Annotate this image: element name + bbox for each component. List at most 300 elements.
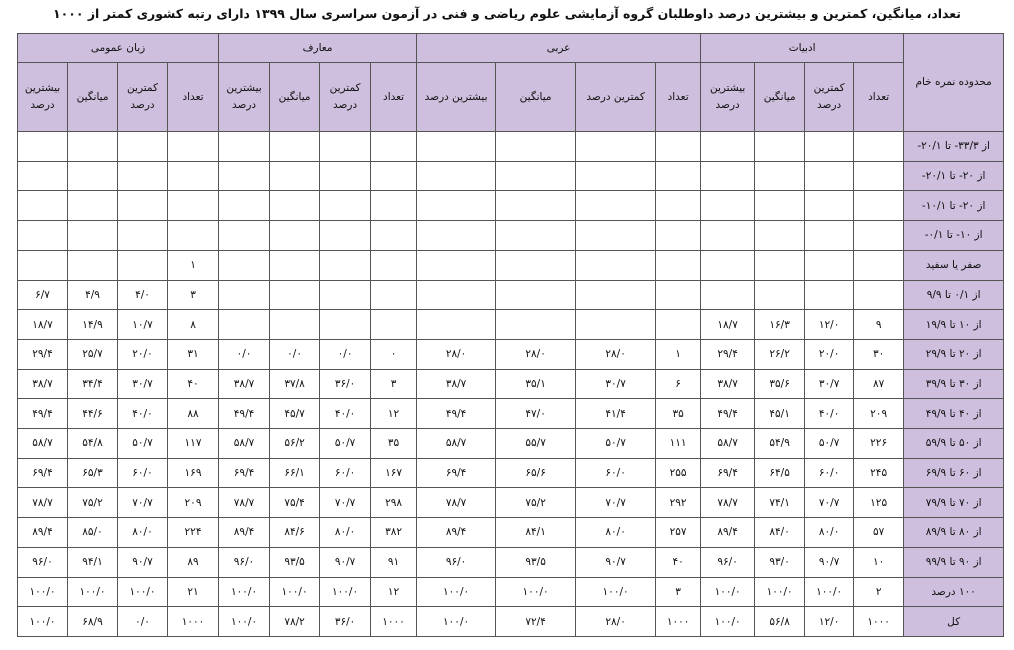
subheader-max-percent: بیشترین درصد <box>219 63 270 132</box>
table-cell: ۷۵/۲ <box>496 488 576 518</box>
table-cell <box>656 221 701 251</box>
table-cell: ۸۸ <box>168 399 219 429</box>
table-cell: ۱۰۰/۰ <box>18 577 68 607</box>
table-cell: ۳ <box>371 369 417 399</box>
row-label: از ۲۰- تا ۱۰/۱- <box>904 191 1004 221</box>
table-cell <box>18 161 68 191</box>
results-table <box>17 33 1004 637</box>
table-cell: ۴۱/۴ <box>576 399 656 429</box>
table-cell: ۷۸/۷ <box>18 488 68 518</box>
table-cell: ۴/۰ <box>118 280 168 310</box>
subheader-count: تعداد <box>168 63 219 132</box>
table-cell: ۱۰۰/۰ <box>805 577 854 607</box>
table-cell: ۶۵/۳ <box>68 458 118 488</box>
table-cell <box>576 221 656 251</box>
row-label: از ۷۰ تا ۷۹/۹ <box>904 488 1004 518</box>
table-cell: ۳۰ <box>854 339 904 369</box>
table-cell: ۴۹/۴ <box>417 399 496 429</box>
table-cell <box>270 310 320 340</box>
table-row <box>18 310 1004 340</box>
table-cell <box>371 250 417 280</box>
table-cell <box>854 221 904 251</box>
table-cell: ۸۹/۴ <box>417 518 496 548</box>
table-cell: ۱۸/۷ <box>701 310 755 340</box>
row-label: از ۸۰ تا ۸۹/۹ <box>904 518 1004 548</box>
subheader-max-percent: بیشترین درصد <box>18 63 68 132</box>
table-cell: ۳۵/۶ <box>755 369 805 399</box>
subheader-min-percent: کمترین درصد <box>320 63 371 132</box>
table-cell: ۱۰۰/۰ <box>576 577 656 607</box>
group-header-english: زبان عمومی <box>18 34 219 63</box>
table-row <box>18 250 1004 280</box>
table-cell <box>320 250 371 280</box>
table-cell <box>68 161 118 191</box>
table-cell: ۲۹/۴ <box>701 339 755 369</box>
table-cell <box>371 132 417 162</box>
table-cell: ۶۹/۴ <box>219 458 270 488</box>
table-cell <box>270 132 320 162</box>
table-cell: ۵۷ <box>854 518 904 548</box>
table-cell: ۲۵۷ <box>656 518 701 548</box>
table-cell <box>68 132 118 162</box>
table-row <box>18 132 1004 162</box>
row-label: از ۳۰ تا ۳۹/۹ <box>904 369 1004 399</box>
table-cell <box>118 250 168 280</box>
table-cell: ۵۰/۷ <box>118 429 168 459</box>
table-cell: ۱۰۰۰ <box>371 607 417 637</box>
table-cell <box>496 310 576 340</box>
table-cell <box>219 161 270 191</box>
table-cell: ۹۰/۷ <box>320 547 371 577</box>
table-cell <box>496 132 576 162</box>
table-cell: ۲۱ <box>168 577 219 607</box>
table-cell: ۲۵/۷ <box>68 339 118 369</box>
table-row <box>18 488 1004 518</box>
table-cell: ۵۴/۸ <box>68 429 118 459</box>
table-cell: ۱۸/۷ <box>18 310 68 340</box>
table-cell <box>805 132 854 162</box>
subheader-max-percent: بیشترین درصد <box>701 63 755 132</box>
table-cell <box>854 161 904 191</box>
table-cell: ۱۰۰/۰ <box>417 577 496 607</box>
table-cell: ۱۰۰/۰ <box>219 607 270 637</box>
table-cell <box>496 280 576 310</box>
table-cell: ۳۵/۱ <box>496 369 576 399</box>
row-label: از ۱۰- تا ۰/۱- <box>904 221 1004 251</box>
table-cell: ۸۰/۰ <box>118 518 168 548</box>
table-cell: ۶۹/۴ <box>18 458 68 488</box>
table-cell: ۲۹۸ <box>371 488 417 518</box>
table-row <box>18 607 1004 637</box>
table-cell: ۶۰/۰ <box>576 458 656 488</box>
subheader-min-percent: کمترین درصد <box>805 63 854 132</box>
table-cell: ۱۰۰/۰ <box>219 577 270 607</box>
subheader-max-percent: بیشترین درصد <box>417 63 496 132</box>
table-cell <box>701 191 755 221</box>
table-cell <box>270 280 320 310</box>
table-cell <box>755 132 805 162</box>
table-cell: ۱۰۰/۰ <box>118 577 168 607</box>
subheader-min-percent: کمترین درصد <box>576 63 656 132</box>
table-cell <box>576 132 656 162</box>
table-cell: ۸ <box>168 310 219 340</box>
table-cell <box>417 310 496 340</box>
table-cell <box>656 310 701 340</box>
table-cell: ۰ <box>371 339 417 369</box>
table-cell: ۱۰۰/۰ <box>755 577 805 607</box>
table-cell: ۶/۷ <box>18 280 68 310</box>
table-cell: ۴۴/۶ <box>68 399 118 429</box>
table-cell: ۷۲/۴ <box>496 607 576 637</box>
table-cell <box>371 221 417 251</box>
group-header-arabic: عربی <box>417 34 701 63</box>
table-cell: ۱۰/۷ <box>118 310 168 340</box>
table-cell: ۷۴/۱ <box>755 488 805 518</box>
table-cell <box>656 132 701 162</box>
table-cell: ۶۰/۰ <box>118 458 168 488</box>
table-cell <box>701 280 755 310</box>
table-cell: ۸۴/۶ <box>270 518 320 548</box>
table-cell <box>805 191 854 221</box>
table-cell <box>219 132 270 162</box>
table-cell: ۱۰۰/۰ <box>701 577 755 607</box>
table-cell: ۸۰/۰ <box>805 518 854 548</box>
table-cell: ۳۱ <box>168 339 219 369</box>
table-cell <box>417 132 496 162</box>
table-cell: ۴۹/۴ <box>701 399 755 429</box>
table-cell <box>270 191 320 221</box>
table-cell <box>656 191 701 221</box>
table-cell: ۲۸/۰ <box>496 339 576 369</box>
table-cell <box>496 250 576 280</box>
table-cell: ۱ <box>168 250 219 280</box>
table-cell: ۱۶/۳ <box>755 310 805 340</box>
table-cell: ۴/۹ <box>68 280 118 310</box>
table-cell: ۷۸/۷ <box>701 488 755 518</box>
table-cell <box>854 280 904 310</box>
table-cell: ۱۰۰/۰ <box>270 577 320 607</box>
table-cell: ۳۵ <box>371 429 417 459</box>
table-cell: ۱۰۰۰ <box>854 607 904 637</box>
table-cell <box>68 250 118 280</box>
table-cell <box>371 310 417 340</box>
table-cell: ۲۲۶ <box>854 429 904 459</box>
subheader-count: تعداد <box>371 63 417 132</box>
table-cell <box>417 221 496 251</box>
table-row <box>18 429 1004 459</box>
table-cell: ۶۶/۱ <box>270 458 320 488</box>
table-cell <box>168 191 219 221</box>
table-cell <box>270 161 320 191</box>
table-cell <box>854 132 904 162</box>
table-cell <box>805 250 854 280</box>
table-cell: ۸۰/۰ <box>576 518 656 548</box>
table-cell: ۱۰۰/۰ <box>68 577 118 607</box>
table-row <box>18 369 1004 399</box>
table-cell: ۴۰/۰ <box>118 399 168 429</box>
table-cell: ۵۰/۷ <box>320 429 371 459</box>
table-cell <box>417 280 496 310</box>
table-cell: ۵۸/۷ <box>417 429 496 459</box>
table-cell: ۹۰/۷ <box>805 547 854 577</box>
subheader-mean: میانگین <box>68 63 118 132</box>
table-cell: ۱۶۷ <box>371 458 417 488</box>
table-cell <box>656 280 701 310</box>
table-cell: ۳۰/۷ <box>118 369 168 399</box>
table-cell: ۳۵ <box>656 399 701 429</box>
table-cell: ۳۶/۰ <box>320 369 371 399</box>
table-cell: ۶۰/۰ <box>805 458 854 488</box>
table-cell: ۹۳/۰ <box>755 547 805 577</box>
table-cell <box>854 250 904 280</box>
table-row <box>18 221 1004 251</box>
table-cell: ۷۸/۷ <box>219 488 270 518</box>
subheader-count: تعداد <box>656 63 701 132</box>
row-label: از ۶۰ تا ۶۹/۹ <box>904 458 1004 488</box>
table-cell <box>270 221 320 251</box>
table-cell <box>496 191 576 221</box>
row-label: از ۱۰ تا ۱۹/۹ <box>904 310 1004 340</box>
table-cell: ۱۰۰/۰ <box>320 577 371 607</box>
table-cell: ۱۲ <box>371 399 417 429</box>
table-cell <box>755 280 805 310</box>
table-cell: ۶ <box>656 369 701 399</box>
table-cell: ۸۹ <box>168 547 219 577</box>
table-cell: ۳۴/۴ <box>68 369 118 399</box>
table-cell <box>168 221 219 251</box>
table-cell <box>701 132 755 162</box>
table-cell: ۵۶/۲ <box>270 429 320 459</box>
table-cell <box>576 310 656 340</box>
table-cell: ۶۹/۴ <box>417 458 496 488</box>
table-cell: ۹۶/۰ <box>701 547 755 577</box>
table-cell <box>417 250 496 280</box>
table-cell <box>320 132 371 162</box>
row-label: از ۲۰ تا ۲۹/۹ <box>904 339 1004 369</box>
table-cell: ۵۸/۷ <box>219 429 270 459</box>
table-row <box>18 191 1004 221</box>
table-row <box>18 547 1004 577</box>
table-cell: ۷۵/۴ <box>270 488 320 518</box>
table-cell: ۲۸/۰ <box>576 607 656 637</box>
table-cell: ۵۵/۷ <box>496 429 576 459</box>
table-cell: ۳۸/۷ <box>219 369 270 399</box>
table-cell <box>805 161 854 191</box>
table-row <box>18 518 1004 548</box>
table-cell <box>417 161 496 191</box>
subheader-min-percent: کمترین درصد <box>118 63 168 132</box>
table-cell: ۹۰/۷ <box>118 547 168 577</box>
table-cell <box>219 280 270 310</box>
table-cell: ۴۹/۴ <box>219 399 270 429</box>
table-cell: ۱۶۹ <box>168 458 219 488</box>
table-cell: ۷۰/۷ <box>118 488 168 518</box>
table-cell: ۳۸۲ <box>371 518 417 548</box>
table-cell: ۲ <box>854 577 904 607</box>
table-cell <box>371 191 417 221</box>
table-cell: ۶۹/۴ <box>701 458 755 488</box>
table-cell: ۶۰/۰ <box>320 458 371 488</box>
table-cell: ۸۴/۰ <box>755 518 805 548</box>
table-cell: ۴۵/۷ <box>270 399 320 429</box>
table-cell: ۸۹/۴ <box>219 518 270 548</box>
table-cell: ۲۰/۰ <box>118 339 168 369</box>
table-cell: ۱ <box>656 339 701 369</box>
table-cell: ۲۰۹ <box>854 399 904 429</box>
table-cell: ۷۸/۲ <box>270 607 320 637</box>
table-row <box>18 458 1004 488</box>
table-cell: ۳۶/۰ <box>320 607 371 637</box>
table-cell <box>118 132 168 162</box>
table-cell: ۰/۰ <box>320 339 371 369</box>
table-cell: ۸۷ <box>854 369 904 399</box>
table-cell: ۶۵/۶ <box>496 458 576 488</box>
table-cell <box>656 250 701 280</box>
table-cell: ۱۰۰۰ <box>168 607 219 637</box>
table-title: تعداد، میانگین، کمترین و بیشترین درصد داوطلبان گروه آزمایشی علوم ریاضی و فنی در آزمون سراسری سال ۱۳۹۹ دارای رتبه کشوری کمتر از ۱۰۰۰ <box>52 6 962 21</box>
table-cell: ۱۰۰/۰ <box>496 577 576 607</box>
table-cell <box>118 161 168 191</box>
table-cell <box>320 191 371 221</box>
row-label: از ۳۳/۳- تا ۲۰/۱- <box>904 132 1004 162</box>
table-cell: ۱۰۰/۰ <box>701 607 755 637</box>
table-cell <box>168 161 219 191</box>
table-cell: ۴۵/۱ <box>755 399 805 429</box>
table-cell <box>755 161 805 191</box>
table-cell <box>755 221 805 251</box>
table-cell <box>18 132 68 162</box>
table-cell: ۲۶/۲ <box>755 339 805 369</box>
table-cell: ۱۲/۰ <box>805 310 854 340</box>
table-cell: ۹۶/۰ <box>219 547 270 577</box>
table-cell <box>18 191 68 221</box>
table-cell: ۷۰/۷ <box>320 488 371 518</box>
table-cell: ۳۸/۷ <box>701 369 755 399</box>
table-cell: ۷۰/۷ <box>576 488 656 518</box>
table-cell <box>219 221 270 251</box>
table-cell <box>755 191 805 221</box>
table-cell <box>576 280 656 310</box>
table-cell: ۲۹/۴ <box>18 339 68 369</box>
group-header-theology: معارف <box>219 34 417 63</box>
table-cell: ۲۸/۰ <box>417 339 496 369</box>
table-cell <box>576 161 656 191</box>
table-cell: ۹۰/۷ <box>576 547 656 577</box>
row-label: از ۲۰- تا ۲۰/۱- <box>904 161 1004 191</box>
table-cell: ۴۷/۰ <box>496 399 576 429</box>
table-cell: ۳۸/۷ <box>18 369 68 399</box>
table-cell: ۹۶/۰ <box>417 547 496 577</box>
table-cell <box>168 132 219 162</box>
table-cell: ۴۹/۴ <box>18 399 68 429</box>
table-row <box>18 577 1004 607</box>
table-row <box>18 280 1004 310</box>
table-cell: ۲۰/۰ <box>805 339 854 369</box>
table-cell: ۱۴/۹ <box>68 310 118 340</box>
table-cell <box>219 250 270 280</box>
group-header-literature: ادبیات <box>701 34 904 63</box>
table-cell <box>18 250 68 280</box>
table-cell: ۵۸/۷ <box>18 429 68 459</box>
row-label: صفر یا سفید <box>904 250 1004 280</box>
table-cell: ۳۸/۷ <box>417 369 496 399</box>
header-score-range: محدوده نمره خام <box>904 34 1004 132</box>
subheader-count: تعداد <box>854 63 904 132</box>
table-cell: ۵۸/۷ <box>701 429 755 459</box>
table-cell: ۳۰/۷ <box>576 369 656 399</box>
table-cell: ۹۴/۱ <box>68 547 118 577</box>
table-cell <box>755 250 805 280</box>
table-cell: ۷۵/۲ <box>68 488 118 518</box>
row-label: از ۴۰ تا ۴۹/۹ <box>904 399 1004 429</box>
table-cell: ۰/۰ <box>118 607 168 637</box>
row-label: ۱۰۰ درصد <box>904 577 1004 607</box>
table-cell: ۵۰/۷ <box>805 429 854 459</box>
table-cell: ۸۵/۰ <box>68 518 118 548</box>
table-cell <box>371 280 417 310</box>
table-cell: ۳۷/۸ <box>270 369 320 399</box>
table-row <box>18 339 1004 369</box>
row-label: از ۵۰ تا ۵۹/۹ <box>904 429 1004 459</box>
table-cell: ۱۱۷ <box>168 429 219 459</box>
table-cell: ۲۴۵ <box>854 458 904 488</box>
table-cell: ۴۰ <box>168 369 219 399</box>
table-cell: ۲۰۹ <box>168 488 219 518</box>
table-cell <box>701 221 755 251</box>
table-cell: ۸۹/۴ <box>18 518 68 548</box>
table-cell <box>496 161 576 191</box>
table-cell: ۱۲۵ <box>854 488 904 518</box>
table-cell: ۱۲ <box>371 577 417 607</box>
table-cell: ۹ <box>854 310 904 340</box>
table-cell <box>320 280 371 310</box>
table-cell: ۶۸/۹ <box>68 607 118 637</box>
table-cell: ۶۴/۵ <box>755 458 805 488</box>
table-cell: ۱۰۰۰ <box>656 607 701 637</box>
table-cell: ۲۸/۰ <box>576 339 656 369</box>
table-cell: ۱۰ <box>854 547 904 577</box>
table-cell: ۰/۰ <box>219 339 270 369</box>
table-cell: ۱۲/۰ <box>805 607 854 637</box>
table-cell <box>371 161 417 191</box>
table-cell: ۵۰/۷ <box>576 429 656 459</box>
table-cell: ۸۰/۰ <box>320 518 371 548</box>
table-cell: ۳۰/۷ <box>805 369 854 399</box>
table-cell <box>805 221 854 251</box>
table-cell: ۸۴/۱ <box>496 518 576 548</box>
table-cell <box>118 221 168 251</box>
row-label: از ۰/۱ تا ۹/۹ <box>904 280 1004 310</box>
table-cell: ۳ <box>656 577 701 607</box>
table-cell <box>270 250 320 280</box>
table-row <box>18 161 1004 191</box>
table-cell: ۰/۰ <box>270 339 320 369</box>
table-cell <box>118 191 168 221</box>
table-cell <box>701 161 755 191</box>
table-cell: ۱۱۱ <box>656 429 701 459</box>
table-cell <box>656 161 701 191</box>
table-cell: ۵۶/۸ <box>755 607 805 637</box>
table-cell <box>18 221 68 251</box>
table-cell <box>805 280 854 310</box>
table-cell: ۹۶/۰ <box>18 547 68 577</box>
table-cell: ۵۴/۹ <box>755 429 805 459</box>
table-cell <box>496 221 576 251</box>
table-cell <box>417 191 496 221</box>
table-cell: ۴۰/۰ <box>805 399 854 429</box>
table-cell <box>219 191 270 221</box>
table-cell: ۲۹۲ <box>656 488 701 518</box>
